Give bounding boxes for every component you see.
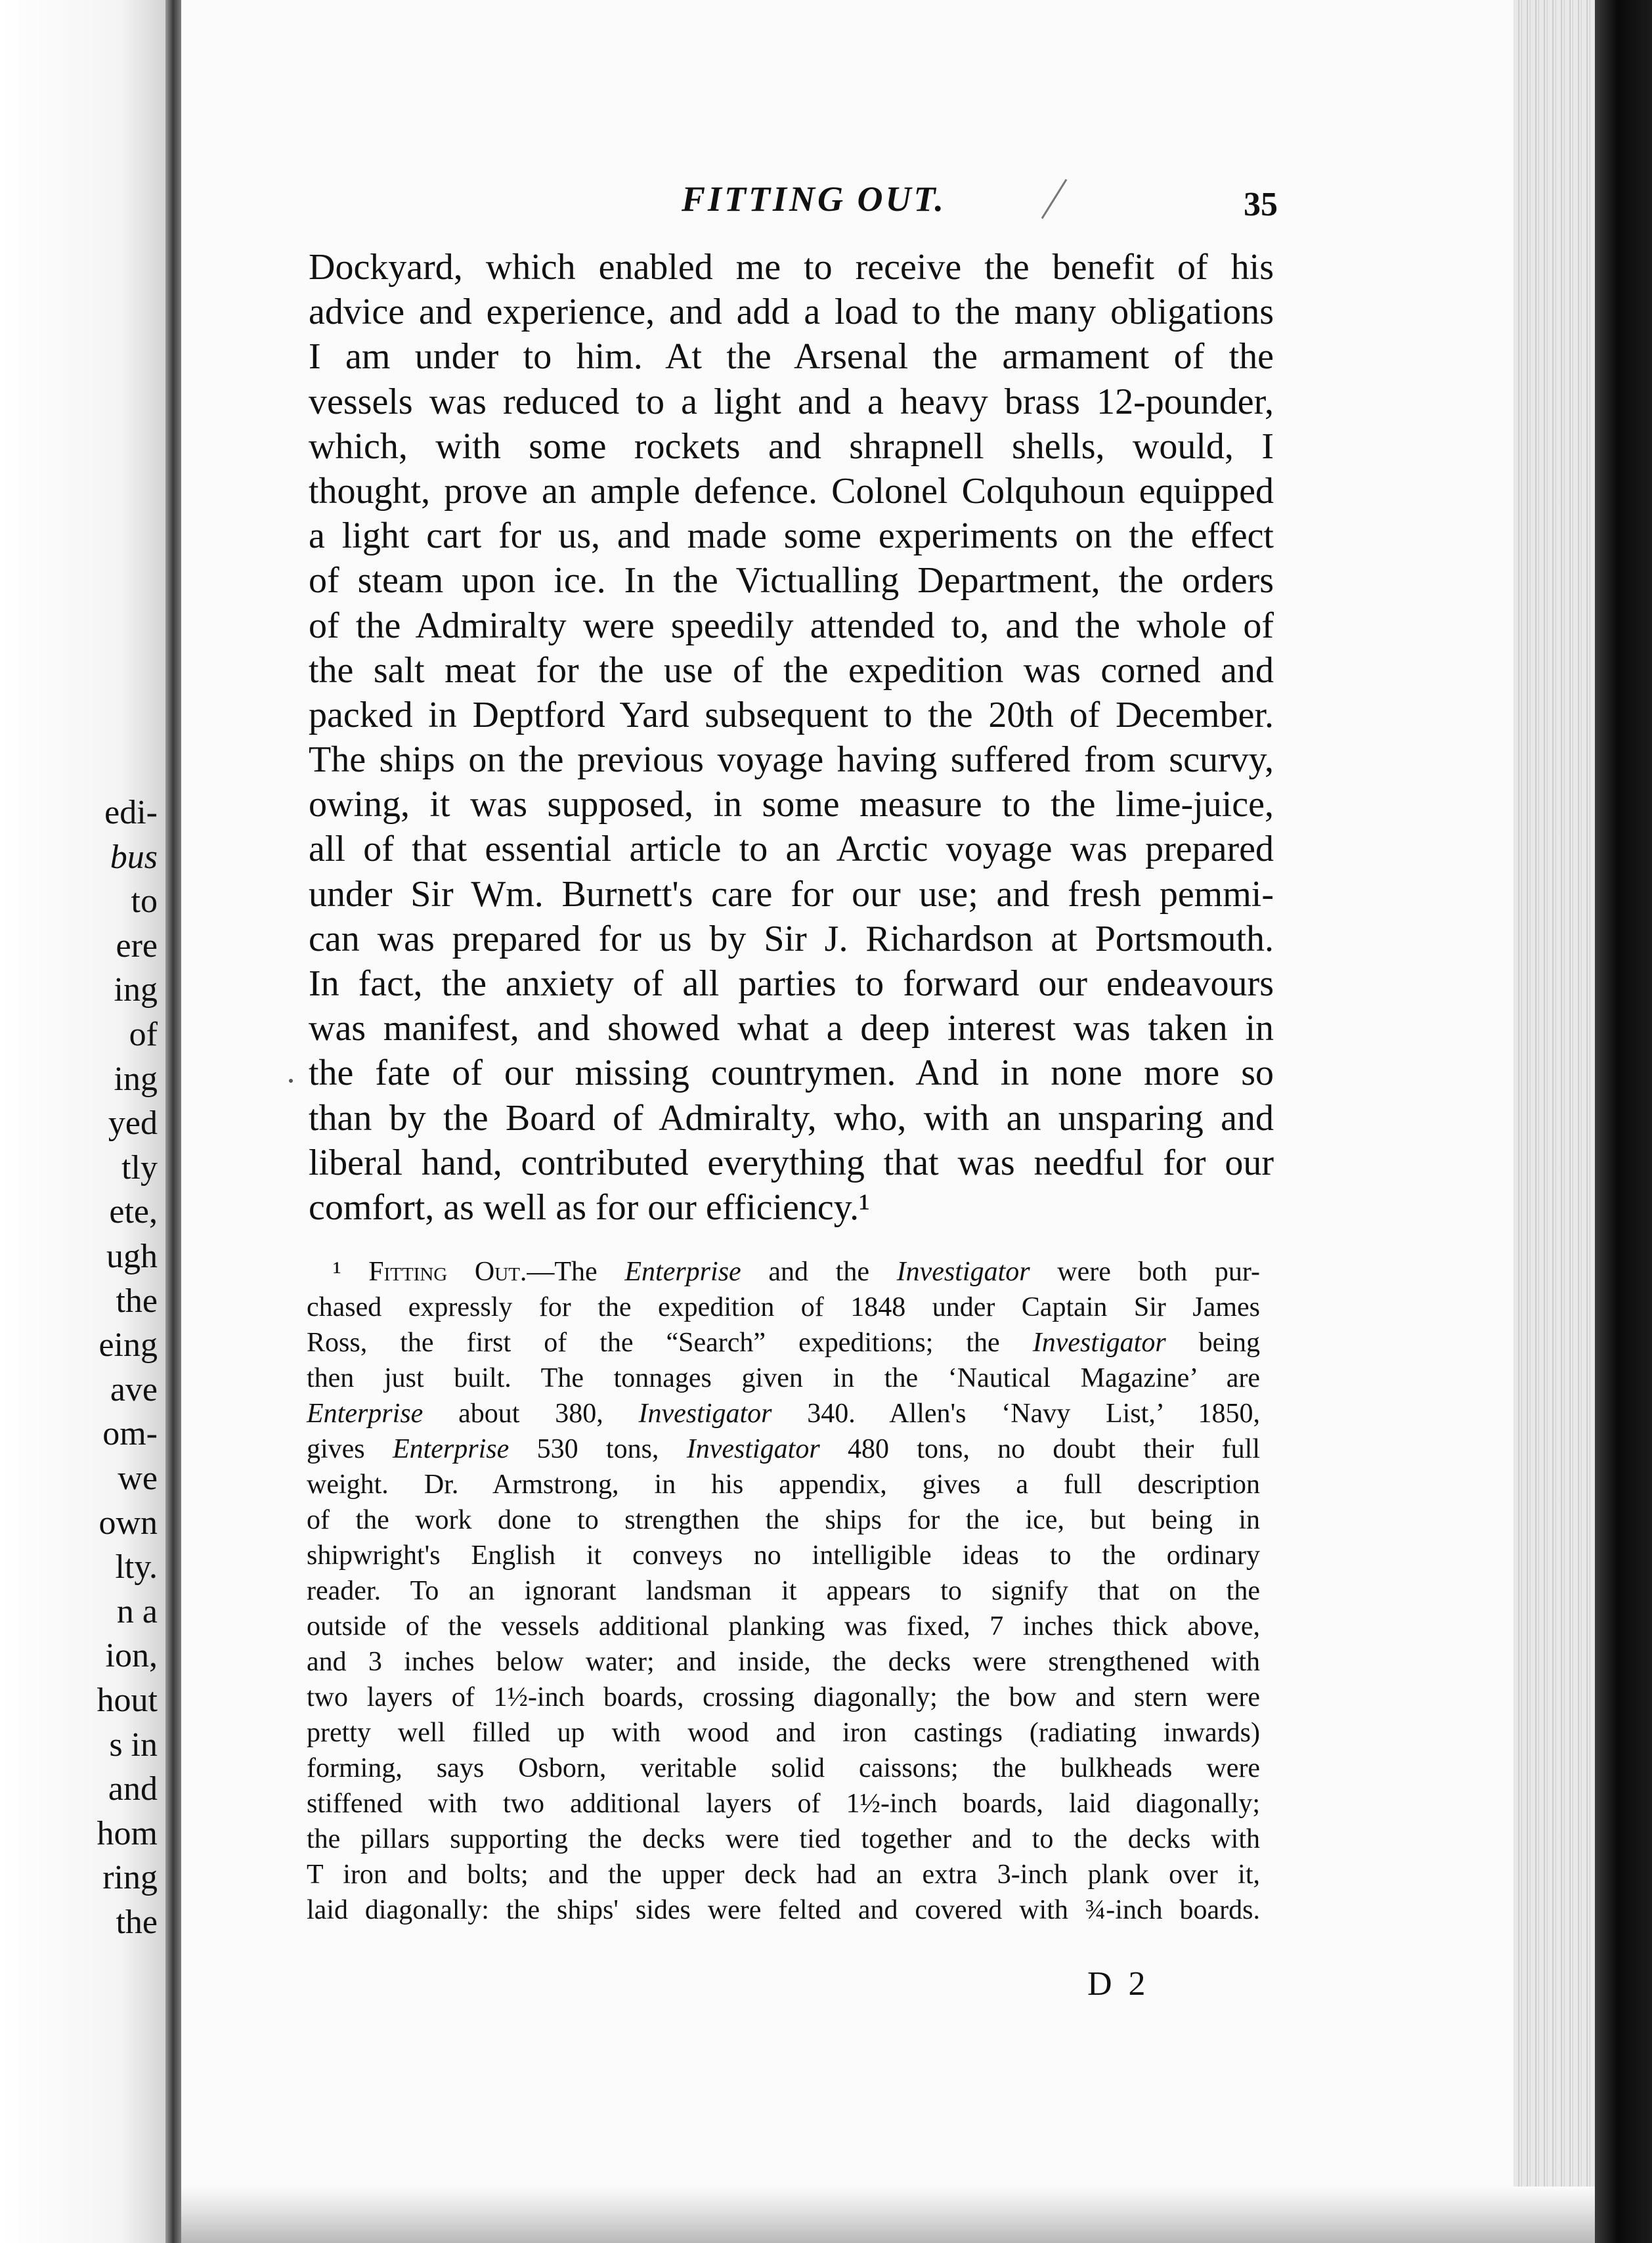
left-page-fragment: edi-: [104, 794, 158, 831]
footnote: [307, 1254, 1260, 1928]
body-line: a light cart for us, and made some experiments on the effect: [309, 515, 1274, 557]
body-line: was manifest, and showed what a deep interest was taken in: [309, 1008, 1274, 1049]
body-line: of the Admiralty were speedily attended to, and the whole of: [309, 605, 1274, 646]
body-line: packed in Deptford Yard subsequent to the 20th of December.: [309, 694, 1274, 735]
body-line: the fate of our missing countrymen. And in none more so: [309, 1053, 1274, 1094]
left-page-fragment: the: [116, 1282, 158, 1320]
left-page-fragment: ion,: [105, 1637, 158, 1675]
body-line: liberal hand, contributed everything that was needful for our: [309, 1142, 1274, 1183]
left-page-fragment: ing: [114, 1060, 158, 1098]
footnote-line: laid diagonally: the ships' sides were felted and covered with ¾-inch boards.: [307, 1895, 1260, 1925]
footnote-line: two layers of 1½-inch boards, crossing diagonally; the bow and stern were: [307, 1682, 1260, 1712]
left-page-fragment: yed: [108, 1104, 158, 1143]
body-line: Dockyard, which enabled me to receive the benefit of his: [309, 247, 1274, 288]
book-cover-edge: [1595, 0, 1652, 2243]
body-line: than by the Board of Admiralty, who, with an unsparing and: [309, 1097, 1274, 1139]
footnote-line: T iron and bolts; and the upper deck had an extra 3-inch plank over it,: [307, 1860, 1260, 1890]
left-page-fragment: lty.: [115, 1548, 158, 1586]
body-line: owing, it was supposed, in some measure to the lime-juice,: [309, 784, 1274, 825]
left-page-fragment: ete,: [109, 1193, 158, 1231]
footnote-line: the pillars supporting the decks were tied together and to the decks with: [307, 1824, 1260, 1854]
body-line: I am under to him. At the Arsenal the armament of the: [309, 336, 1274, 378]
margin-dot: [289, 1079, 293, 1083]
left-page-fragment: ing: [114, 971, 158, 1009]
footnote-line: forming, says Osborn, veritable solid caissons; the bulkheads were: [307, 1753, 1260, 1783]
left-page-fragment: hout: [97, 1682, 158, 1719]
page-bottom-edge: [181, 2187, 1595, 2243]
left-facing-page: [0, 0, 172, 2243]
body-line: In fact, the anxiety of all parties to forward our endeavours: [309, 963, 1274, 1004]
body-line: of steam upon ice. In the Victualling Department, the orders: [309, 560, 1274, 601]
footnote-line: of the work done to strengthen the ships for the ice, but being in: [307, 1505, 1260, 1535]
left-page-fragment: ring: [102, 1859, 158, 1897]
footnote-line: stiffened with two additional layers of 1½-inch boards, laid diagonally;: [307, 1789, 1260, 1819]
footnote-line: outside of the vessels additional planking was fixed, 7 inches thick above,: [307, 1611, 1260, 1642]
body-line: can was prepared for us by Sir J. Richardson at Portsmouth.: [309, 918, 1274, 959]
left-page-fragment: om-: [102, 1415, 158, 1453]
body-line: all of that essential article to an Arctic voyage was prepared: [309, 829, 1274, 870]
footnote-line: shipwright's English it conveys no intelligible ideas to the ordinary: [307, 1540, 1260, 1571]
footnote-line: Enterprise about 380, Investigator 340. Allen's ‘Navy List,’ 1850,: [307, 1399, 1260, 1429]
footnote-line: pretty well filled up with wood and iron castings (radiating inwards): [307, 1718, 1260, 1748]
left-page-fragment: tly: [121, 1148, 158, 1187]
running-head: FITTING OUT.: [682, 179, 947, 219]
body-line: the salt meat for the use of the expedition was corned and: [309, 649, 1274, 691]
footnote-line: weight. Dr. Armstrong, in his appendix, gives a full description: [307, 1470, 1260, 1500]
body-line: which, with some rockets and shrapnell shells, would, I: [309, 425, 1274, 467]
footnote-line: Ross, the first of the “Search” expeditions; the Investigator being: [307, 1328, 1260, 1358]
body-line: advice and experience, and add a load to the many obligations: [309, 292, 1274, 333]
left-page-fragment: hom: [97, 1814, 158, 1852]
footnote-line: and 3 inches below water; and inside, the decks were strengthened with: [307, 1647, 1260, 1677]
footnote-line: then just built. The tonnages given in the ‘Nautical Magazine’ are: [307, 1363, 1260, 1393]
body-line: vessels was reduced to a light and a heavy brass 12-pounder,: [309, 381, 1274, 422]
page-number: 35: [1244, 186, 1278, 223]
left-page-fragment: bus: [110, 838, 158, 876]
left-page-fragment: to: [131, 882, 158, 921]
left-page-fragment: we: [118, 1460, 158, 1497]
left-page-fragment: and: [108, 1770, 158, 1808]
left-page-fragment: ugh: [106, 1238, 158, 1275]
left-page-fragment: ere: [116, 926, 158, 965]
body-line: under Sir Wm. Burnett's care for our use; and fresh pemmi-: [309, 873, 1274, 915]
left-page-fragment: own: [98, 1504, 158, 1542]
left-page-fragment: of: [129, 1016, 158, 1053]
signature-mark: D 2: [1087, 1965, 1150, 2003]
footnote-line: ¹ Fitting Out.—The Enterprise and the Investigator were both pur-: [333, 1257, 1261, 1287]
left-page-fragment: s in: [109, 1726, 158, 1764]
body-line: The ships on the previous voyage having suffered from scurvy,: [309, 739, 1274, 781]
left-page-fragment: the: [116, 1904, 158, 1941]
left-page-fragment: n a: [116, 1592, 158, 1630]
left-page-fragment: ave: [110, 1370, 158, 1408]
body-line: comfort, as well as for our efficiency.¹: [309, 1187, 870, 1228]
footnote-line: gives Enterprise 530 tons, Investigator 480 tons, no doubt their full: [307, 1434, 1260, 1464]
page-block-edge: [1513, 0, 1595, 2243]
body-line: thought, prove an ample defence. Colonel Colquhoun equipped: [309, 470, 1274, 512]
left-page-fragment: eing: [98, 1326, 158, 1364]
footnote-line: reader. To an ignorant landsman it appears to signify that on the: [307, 1576, 1260, 1606]
footnote-line: chased expressly for the expedition of 1848 under Captain Sir James: [307, 1292, 1260, 1322]
body-text: [309, 245, 1274, 1230]
book-gutter: [165, 0, 183, 2243]
